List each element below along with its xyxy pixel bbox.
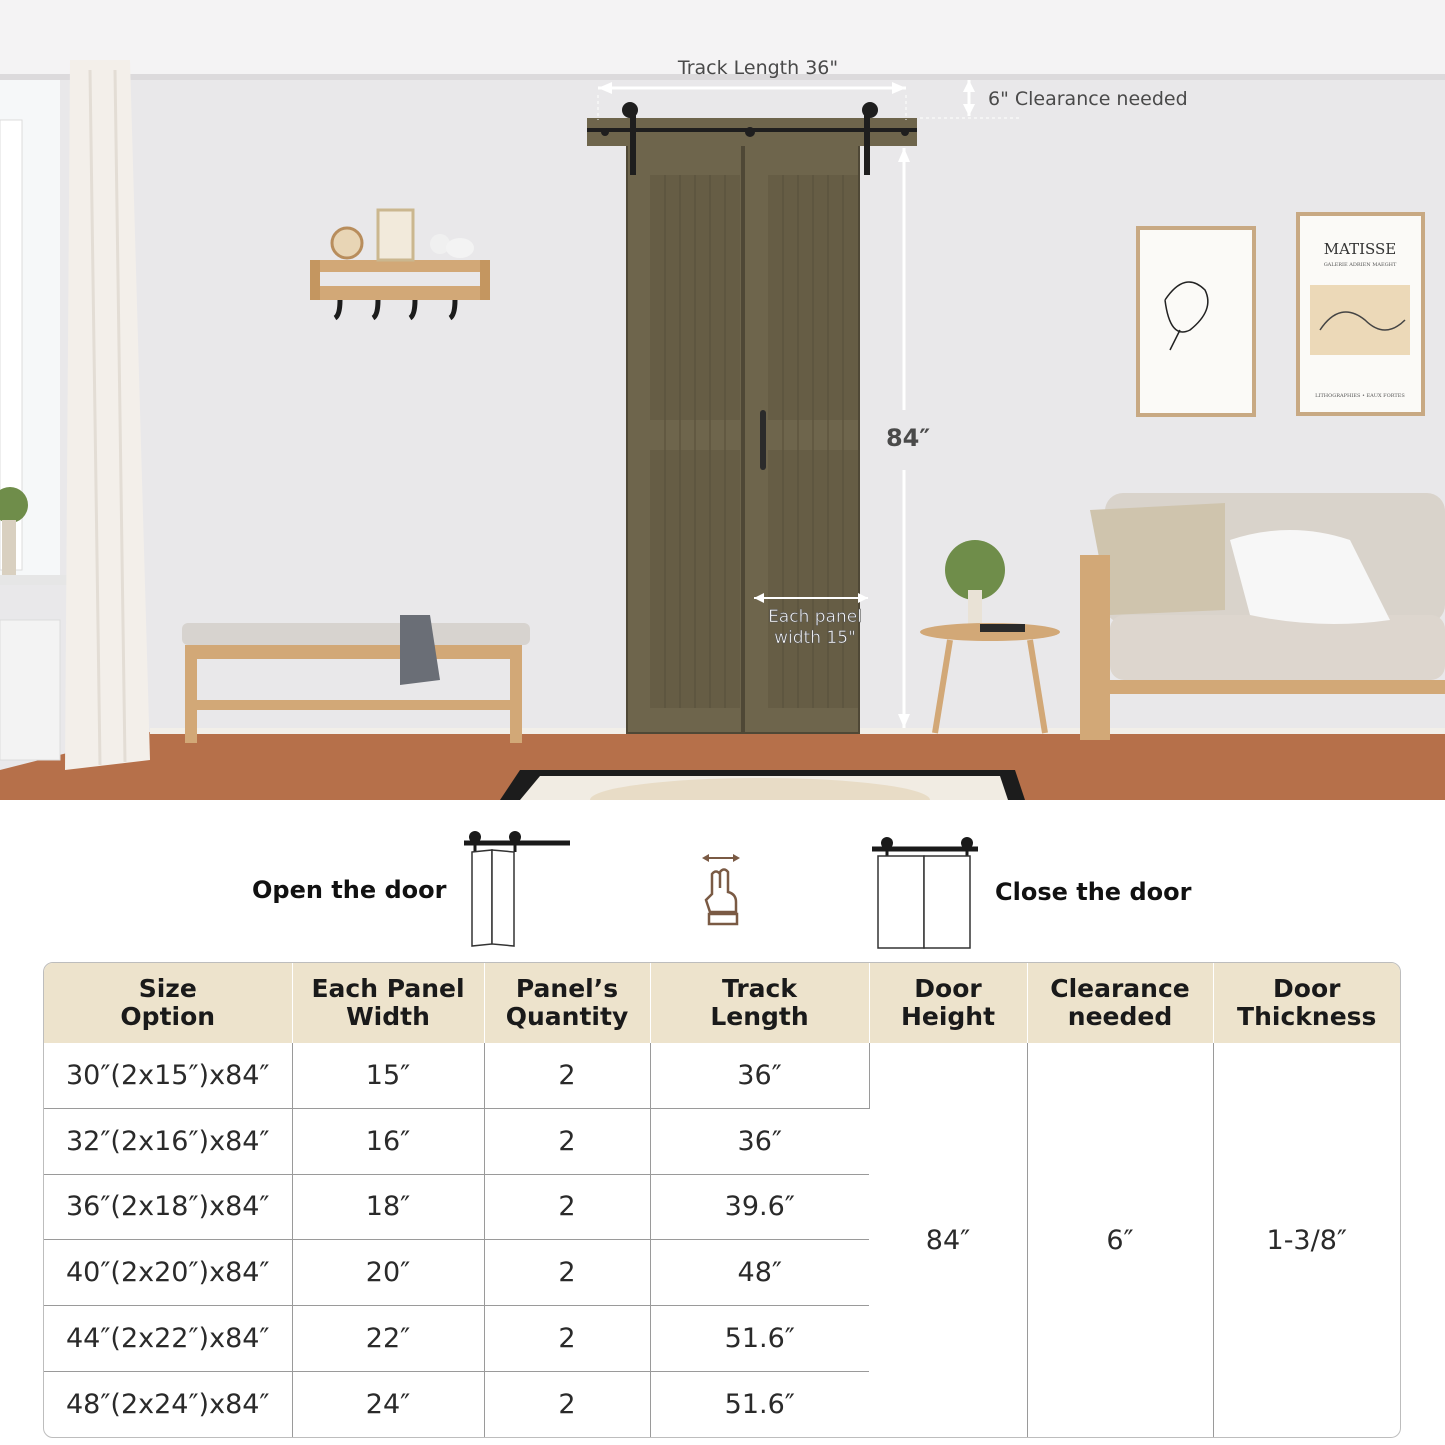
header-door-height: Door Height [869, 963, 1027, 1043]
clearance-label: 6" Clearance needed [988, 88, 1188, 110]
size-cell: 32″(2x16″)x84″ [44, 1108, 292, 1174]
size-cell: 30″(2x15″)x84″ [44, 1043, 292, 1108]
table-row [44, 1043, 1400, 1108]
panel-width-label-line1: Each panel [768, 607, 862, 627]
track-length-cell: 36″ [650, 1043, 869, 1108]
panel-width-label-line2: width 15" [774, 628, 856, 648]
poster-footer: LITHOGRAPHIES • EAUX FORTES [1315, 393, 1405, 399]
track-length-label: Track Length 36" [677, 57, 839, 79]
rug [500, 770, 1025, 800]
panel-width-cell: 24″ [292, 1372, 484, 1437]
track-length-cell: 48″ [650, 1240, 869, 1306]
size-cell: 44″(2x22″)x84″ [44, 1306, 292, 1372]
panel-width-cell: 16″ [292, 1108, 484, 1174]
height-label: 84″ [885, 424, 931, 452]
closed-door-icon [870, 832, 980, 952]
swipe-hand-icon [700, 852, 744, 932]
size-cell: 40″(2x20″)x84″ [44, 1240, 292, 1306]
door-operation-legend [0, 800, 1445, 960]
header-panel-width: Each Panel Width [292, 963, 484, 1043]
window [0, 80, 70, 760]
track-length-cell: 39.6″ [650, 1174, 869, 1240]
panel-width-cell: 22″ [292, 1306, 484, 1372]
quantity-cell: 2 [484, 1372, 650, 1437]
track-length-cell: 51.6″ [650, 1306, 869, 1372]
thickness-cell: 1-3/8″ [1266, 1224, 1347, 1256]
poster-subtitle: GALERIE ADRIEN MAEGHT [1323, 262, 1397, 268]
header-clearance: Clearance needed [1027, 963, 1213, 1043]
table-header-row [44, 963, 1400, 1043]
panel-width-cell: 15″ [292, 1043, 484, 1108]
size-cell: 36″(2x18″)x84″ [44, 1174, 292, 1240]
header-door-thickness: Door Thickness [1213, 963, 1400, 1043]
header-size-option: Size Option [44, 963, 292, 1043]
matisse-poster [1298, 214, 1423, 414]
clearance-cell: 6″ [1027, 1043, 1213, 1437]
quantity-cell: 2 [484, 1306, 650, 1372]
quantity-cell: 2 [484, 1108, 650, 1174]
size-table [43, 962, 1401, 1438]
door-height-cell: 84″ [869, 1043, 1027, 1437]
folded-door-icon [462, 830, 574, 954]
panel-width-cell: 18″ [292, 1174, 484, 1240]
picasso-frame [1138, 228, 1254, 415]
close-door-label: Close the door [995, 878, 1192, 906]
panel-width-cell: 20″ [292, 1240, 484, 1306]
open-door-label: Open the door [252, 876, 447, 904]
size-cell: 48″(2x24″)x84″ [44, 1372, 292, 1437]
quantity-cell: 2 [484, 1174, 650, 1240]
track-length-cell: 36″ [650, 1108, 869, 1174]
quantity-cell: 2 [484, 1240, 650, 1306]
header-panel-quantity: Panel’s Quantity [484, 963, 650, 1043]
track-length-cell: 51.6″ [724, 1389, 795, 1421]
poster-title: MATISSE [1323, 240, 1397, 258]
quantity-cell: 2 [484, 1043, 650, 1108]
header-track-length: Track Length [650, 963, 869, 1043]
